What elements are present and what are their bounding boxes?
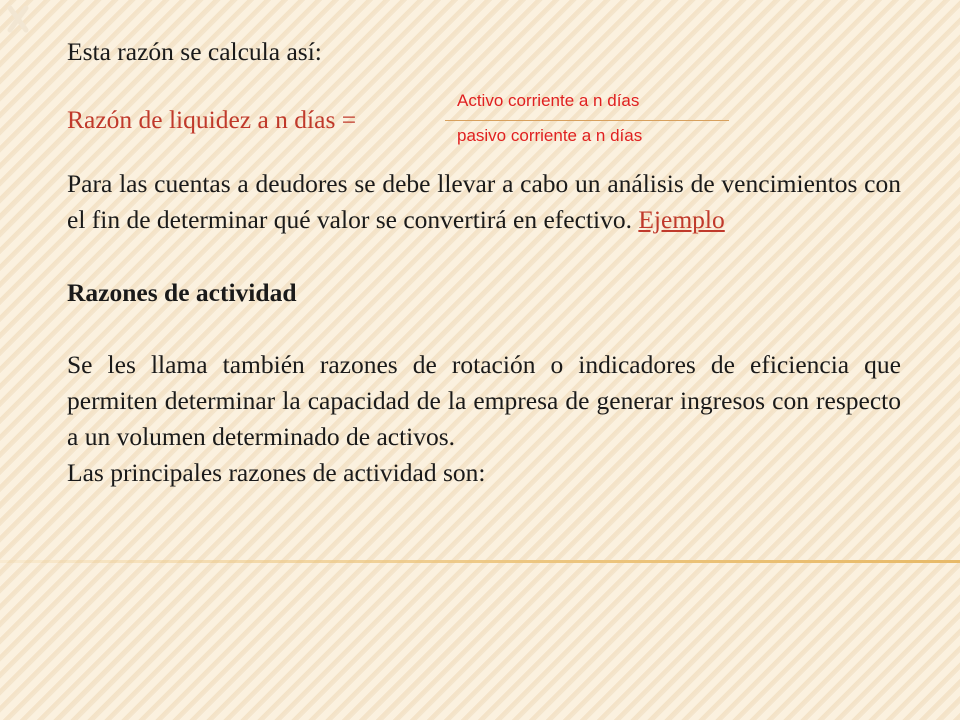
paragraph-receivables (67, 166, 901, 238)
ejemplo-link[interactable]: Ejemplo (638, 205, 725, 234)
paragraph-receivables-text: Para las cuentas a deudores se debe llevar a cabo un análisis de vencimientos con el fin de determinar qué valor se convertirá en efectivo. (67, 169, 901, 234)
formula-denominator: pasivo corriente a n días (457, 126, 643, 145)
fraction-bar (445, 120, 729, 121)
slide-content (67, 34, 901, 491)
formula-label: Razón de liquidez a n días = (67, 105, 357, 134)
paragraph-activity: Se les llama también razones de rotación o indicadores de eficiencia que permiten determinar la capacidad de la empresa de generar ingresos con respecto a un volumen determinado de activos. (67, 350, 901, 451)
paragraph-activity-list-intro: Las principales razones de actividad son: (67, 458, 486, 487)
intro-line: Esta razón se calcula así: (67, 37, 322, 66)
section-heading: Razones de actividad (67, 278, 297, 307)
formula-fraction (457, 90, 729, 150)
divider-line (0, 560, 960, 563)
formula (67, 90, 901, 150)
formula-numerator: Activo corriente a n días (457, 91, 640, 110)
x-mark-icon (0, 0, 52, 52)
